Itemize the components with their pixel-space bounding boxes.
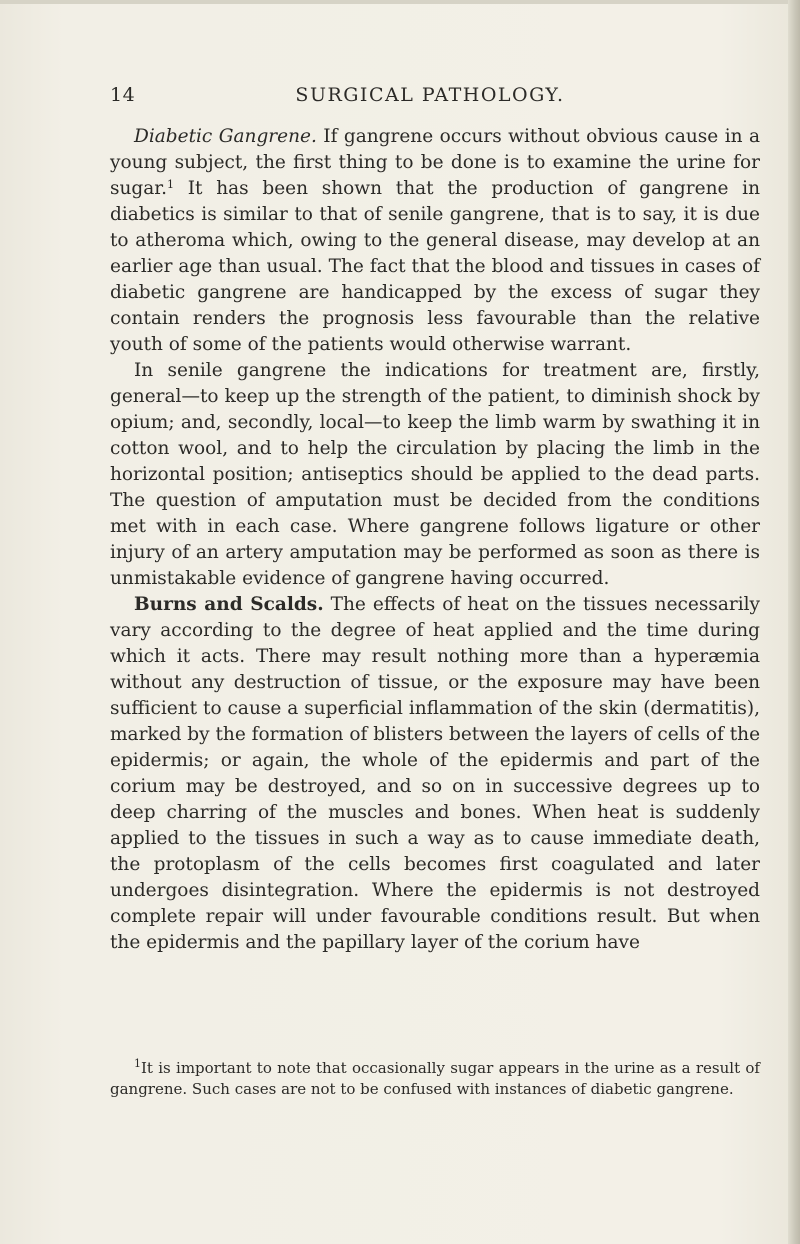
side-heading-diabetic-gangrene: Diabetic Gangrene. (134, 126, 317, 147)
paragraph-text: If gangrene occurs without obvious cause in a young subject, the first thing to be done is to examine the urine for sugar. (110, 126, 760, 199)
page-header (110, 80, 750, 110)
footnote-marker: 1 (134, 1057, 141, 1070)
page-number: 14 (110, 84, 136, 106)
footnote-text: It is important to note that occasionally sugar appears in the urine as a result of gangrene. Such cases are not to be confused with instances of diabetic gangrene. (110, 1059, 760, 1098)
paragraph-text: In senile gangrene the indications for treatment are, firstly, general—to keep up the strength of the patient, to diminish shock by opium; and, secondly, local—to keep the limb warm by swathing it in cotton wool, and to help the circulation by placing the limb in the horizontal position; antiseptics should be applied to the dead parts. The question of amputation must be decided from the conditions met with in each case. Where gangrene follows ligature or other injury of an artery amputation may be performed as soon as there is unmistakable evidence of gangrene having occurred. (110, 360, 760, 589)
paragraph-text: It has been shown that the production of gangrene in diabetics is similar to that of senile gangrene, that is to say, it is due to atheroma which, owing to the general disease, may develop at an earlier age than usual. The fact that the blood and tissues in cases of diabetic gangrene are handicapped by the excess of sugar they contain renders the prognosis less favourable than the relative youth of some of the patients would otherwise warrant. (110, 178, 760, 355)
footnote (110, 1058, 760, 1100)
paragraph-diabetic-gangrene (110, 124, 760, 358)
paragraph-senile-gangrene-treatment (110, 358, 760, 592)
running-head: SURGICAL PATHOLOGY. (295, 84, 565, 106)
paragraph-burns-and-scalds (110, 592, 760, 956)
page-right-edge (788, 0, 800, 1244)
side-heading-burns-and-scalds: Burns and Scalds. (134, 594, 324, 615)
body-text (110, 124, 760, 956)
page-top-edge (0, 0, 800, 4)
footnote-reference: 1 (166, 178, 174, 191)
paragraph-text: The effects of heat on the tissues necessarily vary according to the degree of heat applied and the time during which it acts. There may result nothing more than a hyperæmia without any destruction of tissue, or the exposure may have been sufficient to cause a superficial inflammation of the skin (dermatitis), marked by the formation of blisters between the layers of cells of the epidermis; or again, the whole of the epidermis and part of the corium may be destroyed, and so on in successive degrees up to deep charring of the muscles and bones. When heat is suddenly applied to the tissues in such a way as to cause immediate death, the protoplasm of the cells becomes first coagulated and later undergoes disintegration. Where the epidermis is not destroyed complete repair will under favourable conditions result. But when the epidermis and the papillary layer of the corium have (110, 594, 761, 953)
